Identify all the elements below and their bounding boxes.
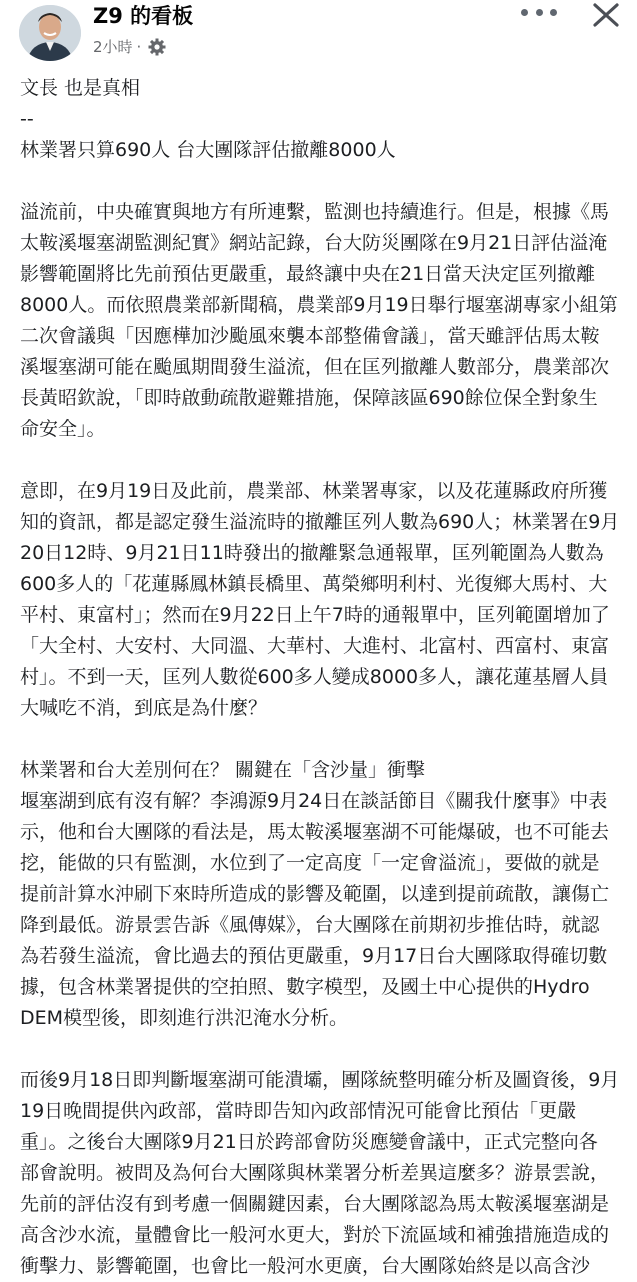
post-text-line: 重」。之後台大團隊9月21日於跨部會防災應變會議中，正式完整向各 bbox=[20, 1131, 598, 1153]
post-text-line: 部會說明。被問及為何台大團隊與林業署分析差異這麼多？游景雲說， bbox=[20, 1162, 610, 1184]
post-body bbox=[20, 73, 620, 1282]
post-text-line: 600多人的「花蓮縣鳳林鎮長橋里、萬榮鄉明利村、光復鄉大馬村、大 bbox=[20, 573, 608, 595]
post-text-line: 高含沙水流，量體會比一般河水更大，對於下流區域和補強措施造成的 bbox=[20, 1224, 610, 1246]
post-text-line: 溪堰塞湖可能在颱風期間發生溢流，但在匡列撤離人數部分，農業部次 bbox=[20, 356, 610, 378]
post-text-line: 8000人。而依照農業部新聞稿，農業部9月19日舉行堰塞湖專家小組第 bbox=[20, 294, 618, 316]
post-text-line: 提前計算水沖刷下來時所造成的影響及範圍，以達到提前疏散，讓傷亡 bbox=[20, 883, 610, 905]
post-text-line: 為若發生溢流，會比過去的預估更嚴重，9月17日台大團隊取得確切數 bbox=[20, 945, 608, 967]
post-text-line: 先前的評估沒有到考慮一個關鍵因素，台大團隊認為馬太鞍溪堰塞湖是 bbox=[20, 1193, 610, 1215]
blank-line bbox=[20, 1034, 620, 1065]
post-time[interactable]: 2小時 bbox=[93, 38, 133, 56]
post-text-line: 文長 也是真相 bbox=[20, 77, 141, 99]
post-text-line: 林業署和台大差別何在？ 關鍵在「含沙量」衝擊 bbox=[20, 759, 426, 781]
post-text-line: 知的資訊，都是認定發生溢流時的撤離匡列人數為690人；林業署在9月 bbox=[20, 511, 620, 533]
post-text-line: 長黃昭欽說，「即時啟動疏散避難措施，保障該區690餘位保全對象生 bbox=[20, 387, 598, 409]
meta-separator: · bbox=[136, 38, 142, 56]
post-header bbox=[0, 0, 637, 70]
post-text-line: 太鞍溪堰塞湖監測紀實》網站記錄，台大防災團隊在9月21日評估溢淹 bbox=[20, 232, 608, 254]
post-text-line: 堰塞湖到底有沒有解？李鴻源9月24日在談話節目《關我什麼事》中表 bbox=[20, 790, 608, 812]
post-text-line: DEM模型後，即刻進行洪氾淹水分析。 bbox=[20, 1007, 349, 1029]
post-text-line: 平村、東富村」；然而在9月22日上午7時的通報單中，匡列範圍增加了 bbox=[20, 604, 610, 626]
post-text-line: 19日晚間提供內政部，當時即告知內政部情況可能會比預估「更嚴 bbox=[20, 1100, 577, 1122]
post-text-line: 林業署只算690人 台大團隊評估撤離8000人 bbox=[20, 139, 396, 161]
post-text-line: 挖，能做的只有監測，水位到了一定高度「一定會溢流」，要做的就是 bbox=[20, 852, 600, 874]
post-text-line: 村」。不到一天，匡列人數從600多人變成8000多人，讓花蓮基層人員 bbox=[20, 666, 609, 688]
post-text-line: 據，包含林業署提供的空拍照、數字模型，及國土中心提供的Hydro bbox=[20, 976, 590, 998]
post-text-line: 示，他和台大團隊的看法是，馬太鞍溪堰塞湖不可能爆破，也不可能去 bbox=[20, 821, 610, 843]
post-text-line: 意即，在9月19日及此前，農業部、林業署專家，以及花蓮縣政府所獲 bbox=[20, 480, 608, 502]
post-text-line: -- bbox=[20, 108, 34, 130]
post-text-line: 20日12時、9月21日11時發出的撤離緊急通報單，匡列範圍為人數為 bbox=[20, 542, 604, 564]
post-text-line: 降到最低。游景雲告訴《風傳媒》，台大團隊在前期初步推估時，就認 bbox=[20, 914, 600, 936]
post-text-line: 「大全村、大安村、大同溫、大華村、大進村、北富村、西富村、東富 bbox=[20, 635, 610, 657]
more-options-icon[interactable] bbox=[521, 0, 557, 24]
post-text-line: 衝擊力、影響範圍，也會比一般河水更廣，台大團隊始終是以高含沙 bbox=[20, 1255, 591, 1277]
post-text-line: 二次會議與「因應樺加沙颱風來襲本部整備會議」，當天雖評估馬太鞍 bbox=[20, 325, 600, 347]
post-text-line: 大喊吃不消，到底是為什麼？ bbox=[20, 697, 268, 719]
blank-line bbox=[20, 445, 620, 476]
close-icon[interactable] bbox=[592, 3, 620, 27]
post-text-line: 影響範圍將比先前預估更嚴重，最終讓中央在21日當天決定匡列撤離 bbox=[20, 263, 596, 285]
post-text-line: 而後9月18日即判斷堰塞湖可能潰壩，團隊統整明確分析及圖資後，9月 bbox=[20, 1069, 620, 1091]
blank-line bbox=[20, 166, 620, 197]
avatar[interactable] bbox=[19, 5, 81, 61]
post-meta bbox=[93, 36, 166, 58]
blank-line bbox=[20, 724, 620, 755]
gear-icon bbox=[148, 38, 166, 56]
post-text-line: 命安全」。 bbox=[20, 418, 106, 440]
post-text-line: 溢流前，中央確實與地方有所連繫，監測也持續進行。但是，根據《馬 bbox=[20, 201, 610, 223]
author-name[interactable]: Z9 的看板 bbox=[93, 4, 194, 28]
